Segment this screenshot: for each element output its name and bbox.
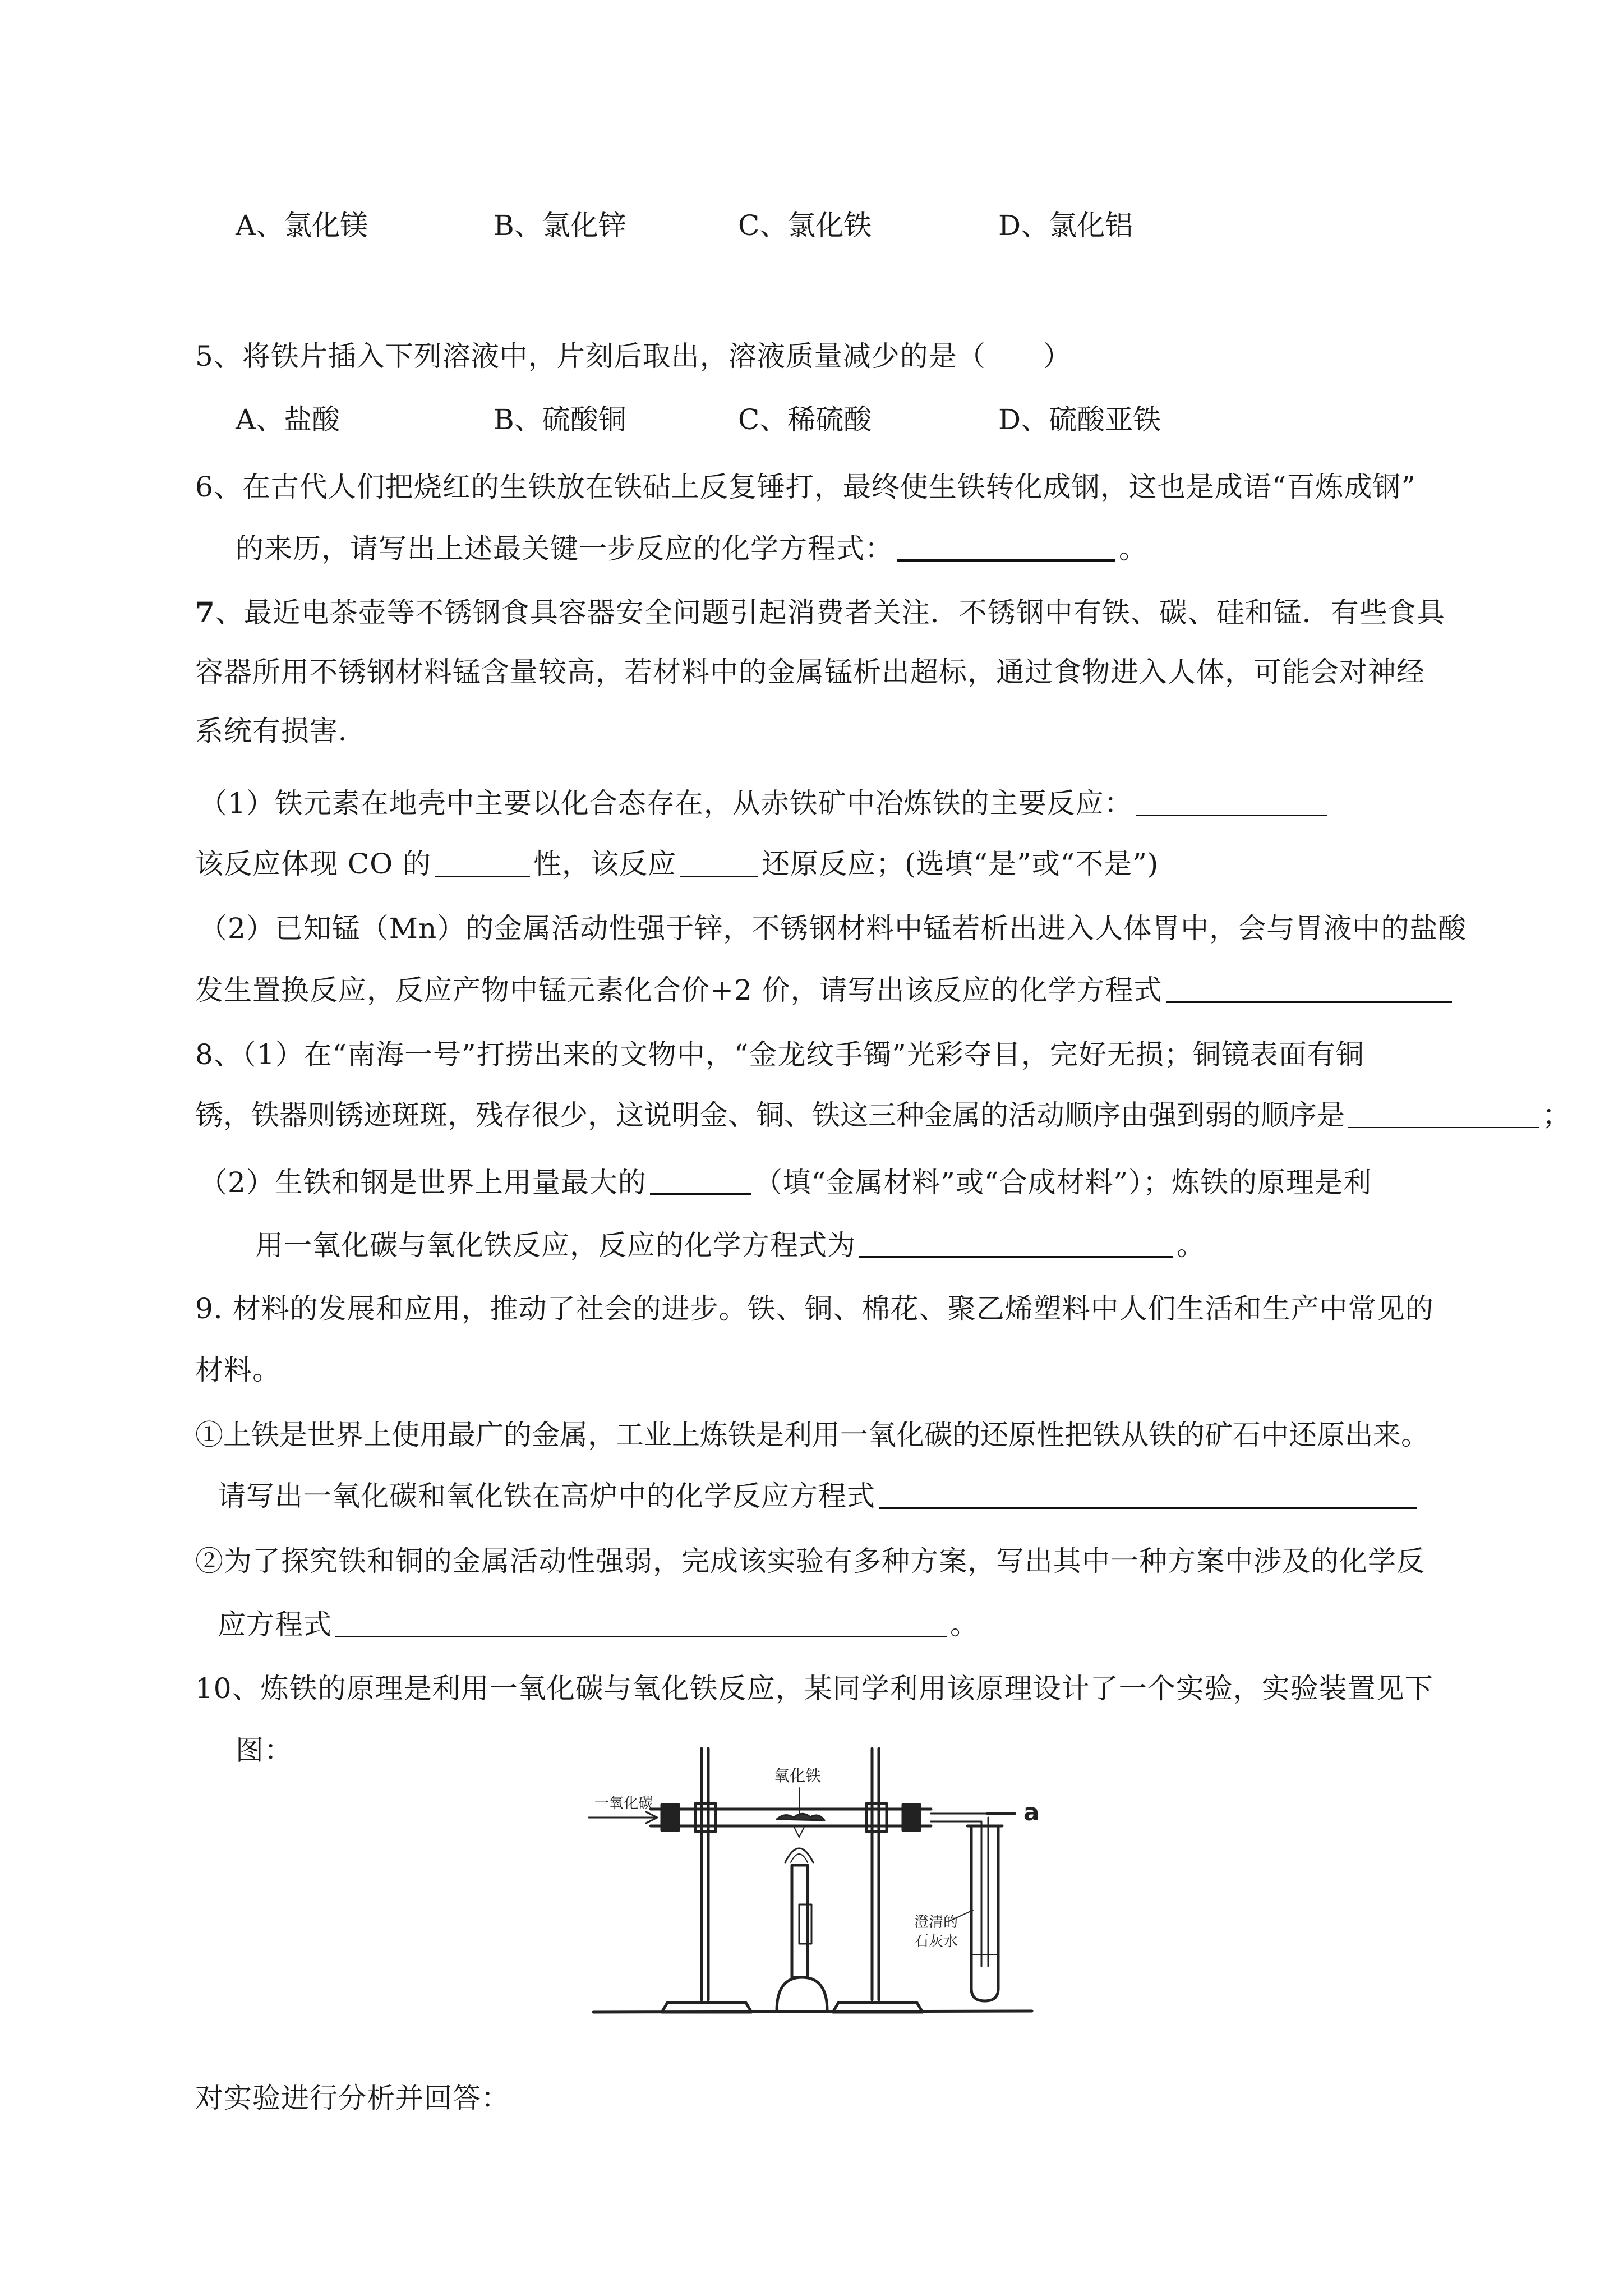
q5-option-d: D、硫酸亚铁: [998, 403, 1161, 436]
q8-order-blank[interactable]: [1348, 1101, 1539, 1128]
q8-part2-prompt: 用一氧化碳与氧化铁反应，反应的化学方程式为: [255, 1229, 856, 1262]
label-limewater-2: 石灰水: [914, 1933, 958, 1950]
q4-option-d: D、氯化铝: [998, 209, 1133, 242]
q7-part1-equation-blank[interactable]: [1136, 789, 1327, 816]
q6-answer-blank[interactable]: [897, 533, 1115, 562]
ground-line: [593, 2011, 1032, 2012]
q5-option-a: A、盐酸: [236, 403, 340, 436]
q6-line-2: [236, 532, 1147, 565]
label-limewater-1: 澄清的: [914, 1914, 958, 1931]
q7-number: 7: [195, 596, 215, 629]
q7-part2-equation-blank[interactable]: [1166, 975, 1452, 1003]
q8-semicolon: ；: [1542, 1099, 1570, 1131]
q10-line-2: 图：: [236, 1734, 293, 1766]
q9-item2-line-1: ②为了探究铁和铜的金属活动性强弱，完成该实验有多种方案，写出其中一种方案中涉及的化学反: [195, 1545, 1425, 1577]
q4-option-b: B、氯化锌: [494, 209, 626, 242]
q7-part2-line-1: （2）已知锰（Mn）的金属活动性强于锌，不锈钢材料中锰若析出进入人体胃中，会与胃液中的盐酸: [199, 912, 1467, 945]
q5-option-c: C、稀硫酸: [738, 403, 872, 436]
q5-stem: 5、将铁片插入下列溶液中，片刻后取出，溶液质量减少的是（ ）: [195, 340, 1072, 372]
ferric-oxide-sample: [777, 1814, 824, 1820]
q7-line-2: 容器所用不锈钢材料锰含量较高，若材料中的金属锰析出超标，通过食物进入人体，可能会对神经: [195, 656, 1425, 688]
q8-line-2: [195, 1098, 1570, 1132]
q7-part1-line-2: [195, 847, 1159, 881]
q7-part1-line-1: [199, 786, 1330, 820]
q7-property-blank[interactable]: [435, 850, 530, 877]
alcohol-burner: [777, 1826, 827, 2011]
left-iron-stand: [662, 1749, 751, 2012]
q9-item1-line-1: ①上铁是世界上使用最广的金属，工业上炼铁是利用一氧化碳的还原性把铁从铁的矿石中还原出来。: [195, 1419, 1429, 1451]
label-carbon-monoxide: 一氧化碳: [594, 1795, 653, 1812]
q9-item2-period: 。: [950, 1608, 979, 1641]
q7-part1-text-c: 还原反应；(选填“是”或“不是”): [762, 848, 1159, 880]
q5-option-b: B、硫酸铜: [494, 403, 626, 436]
q8-part2-line-1: [199, 1166, 1372, 1199]
q9-item2-line-2: [218, 1608, 979, 1641]
q4-option-a: A、氯化镁: [236, 209, 368, 242]
q7-reduction-blank[interactable]: [680, 850, 758, 877]
q7-part1-text-a: 该反应体现 CO 的: [195, 848, 432, 880]
right-iron-stand: [833, 1749, 923, 2012]
q10-analysis-prompt: 对实验进行分析并回答：: [195, 2082, 510, 2114]
q8-period: 。: [1177, 1229, 1205, 1262]
q7-part1-prompt: （1）铁元素在地壳中主要以化合态存在，从赤铁矿中冶炼铁的主要反应：: [199, 787, 1133, 820]
q9-item1-prompt: 请写出一氧化碳和氧化铁在高炉中的化学反应方程式: [218, 1480, 875, 1512]
q7-part2-prompt: 发生置换反应，反应产物中锰元素化合价+2 价，请写出该反应的化学方程式: [195, 974, 1163, 1006]
q8-part2-line-2: [255, 1228, 1205, 1262]
label-ferric-oxide: 氧化铁: [774, 1766, 822, 1785]
q8-part1-prompt: 锈，铁器则锈迹斑斑，残存很少，这说明金、铜、铁这三种金属的活动顺序由强到弱的顺序是: [195, 1099, 1345, 1131]
q9-item2-equation-blank[interactable]: [335, 1611, 947, 1637]
q8-part2-text-a: （2）生铁和钢是世界上用量最大的: [199, 1166, 647, 1199]
test-tube: [967, 1826, 1002, 2001]
q7-line-3: 系统有损害．: [195, 715, 367, 747]
q7-text-1: 、最近电茶壶等不锈钢食具容器安全问题引起消费者关注．不锈钢中有铁、碳、硅和锰．有些食具: [215, 596, 1445, 629]
q9-item1-line-2: [218, 1479, 1421, 1513]
q10-line-1: 10、炼铁的原理是利用一氧化碳与氧化铁反应，某同学利用该原理设计了一个实验，实验装置见下: [195, 1672, 1433, 1705]
q9-line-1: 9. 材料的发展和应用，推动了社会的进步。铁、铜、棉花、聚乙烯塑料中人们生活和生产中常见的: [195, 1292, 1434, 1325]
q7-part2-line-2: [195, 973, 1455, 1007]
q9-item1-equation-blank[interactable]: [879, 1481, 1417, 1509]
q8-part2-text-b: （填“金属材料”或“合成材料”）；炼铁的原理是利: [754, 1166, 1372, 1199]
q8-line-1: 8、（1）在“南海一号”打捞出来的文物中，“金龙纹手镯”光彩夺目，完好无损；铜镜表面有铜: [195, 1038, 1364, 1071]
q4-option-c: C、氯化铁: [738, 209, 872, 242]
q8-material-blank[interactable]: [650, 1167, 751, 1195]
label-a: a: [1023, 1798, 1040, 1826]
q7-part1-text-b: 性，该反应: [533, 848, 677, 880]
q9-item2-prompt: 应方程式: [218, 1608, 332, 1641]
apparatus-diagram: [583, 1742, 1043, 2022]
q8-equation-blank[interactable]: [859, 1230, 1173, 1258]
q9-line-2: 材料。: [195, 1354, 281, 1386]
q6-period: 。: [1119, 532, 1147, 565]
co-inlet-arrow: [589, 1812, 657, 1823]
q7-line-1: [195, 596, 1445, 629]
q6-line-1: 6、在古代人们把烧红的生铁放在铁砧上反复锤打，最终使生铁转化成钢，这也是成语“百炼成钢”: [195, 471, 1416, 503]
q6-prompt: 的来历，请写出上述最关键一步反应的化学方程式：: [236, 532, 893, 565]
